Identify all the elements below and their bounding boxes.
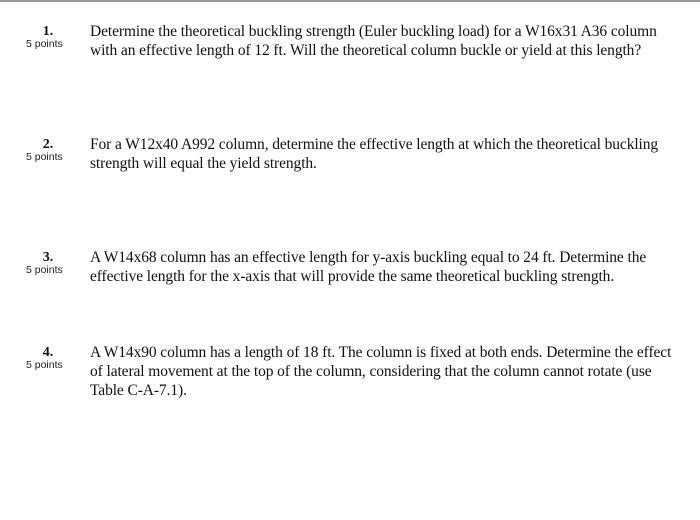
question-points: 5 points — [26, 359, 63, 371]
question-points: 5 points — [26, 151, 63, 163]
question-points: 5 points — [26, 264, 63, 276]
question-number: 4. — [42, 345, 54, 360]
question-points: 5 points — [26, 38, 63, 50]
question-number: 3. — [42, 250, 54, 265]
question-number: 1. — [42, 24, 54, 39]
question-text: A W14x68 column has an effective length for y-axis buckling equal to 24 ft. Determine the effective length for the x-axis that will provide the same theoretical buckling strength. — [90, 249, 647, 285]
question-text: Determine the theoretical buckling strength (Euler buckling load) for a W16x31 A36 column with an effective length of 12 ft. Will the theoretical column buckle or yield at this length? — [90, 23, 657, 59]
question-text: A W14x90 column has a length of 18 ft. The column is fixed at both ends. Determine the effect of lateral movement at the top of the column, considering that the column cannot rotate (use Table C-A-7.1). — [90, 344, 672, 399]
top-divider — [0, 0, 700, 2]
question-text: For a W12x40 A992 column, determine the effective length at which the theoretical buckling strength will equal the yield strength. — [90, 136, 659, 172]
question-number: 2. — [42, 137, 54, 152]
